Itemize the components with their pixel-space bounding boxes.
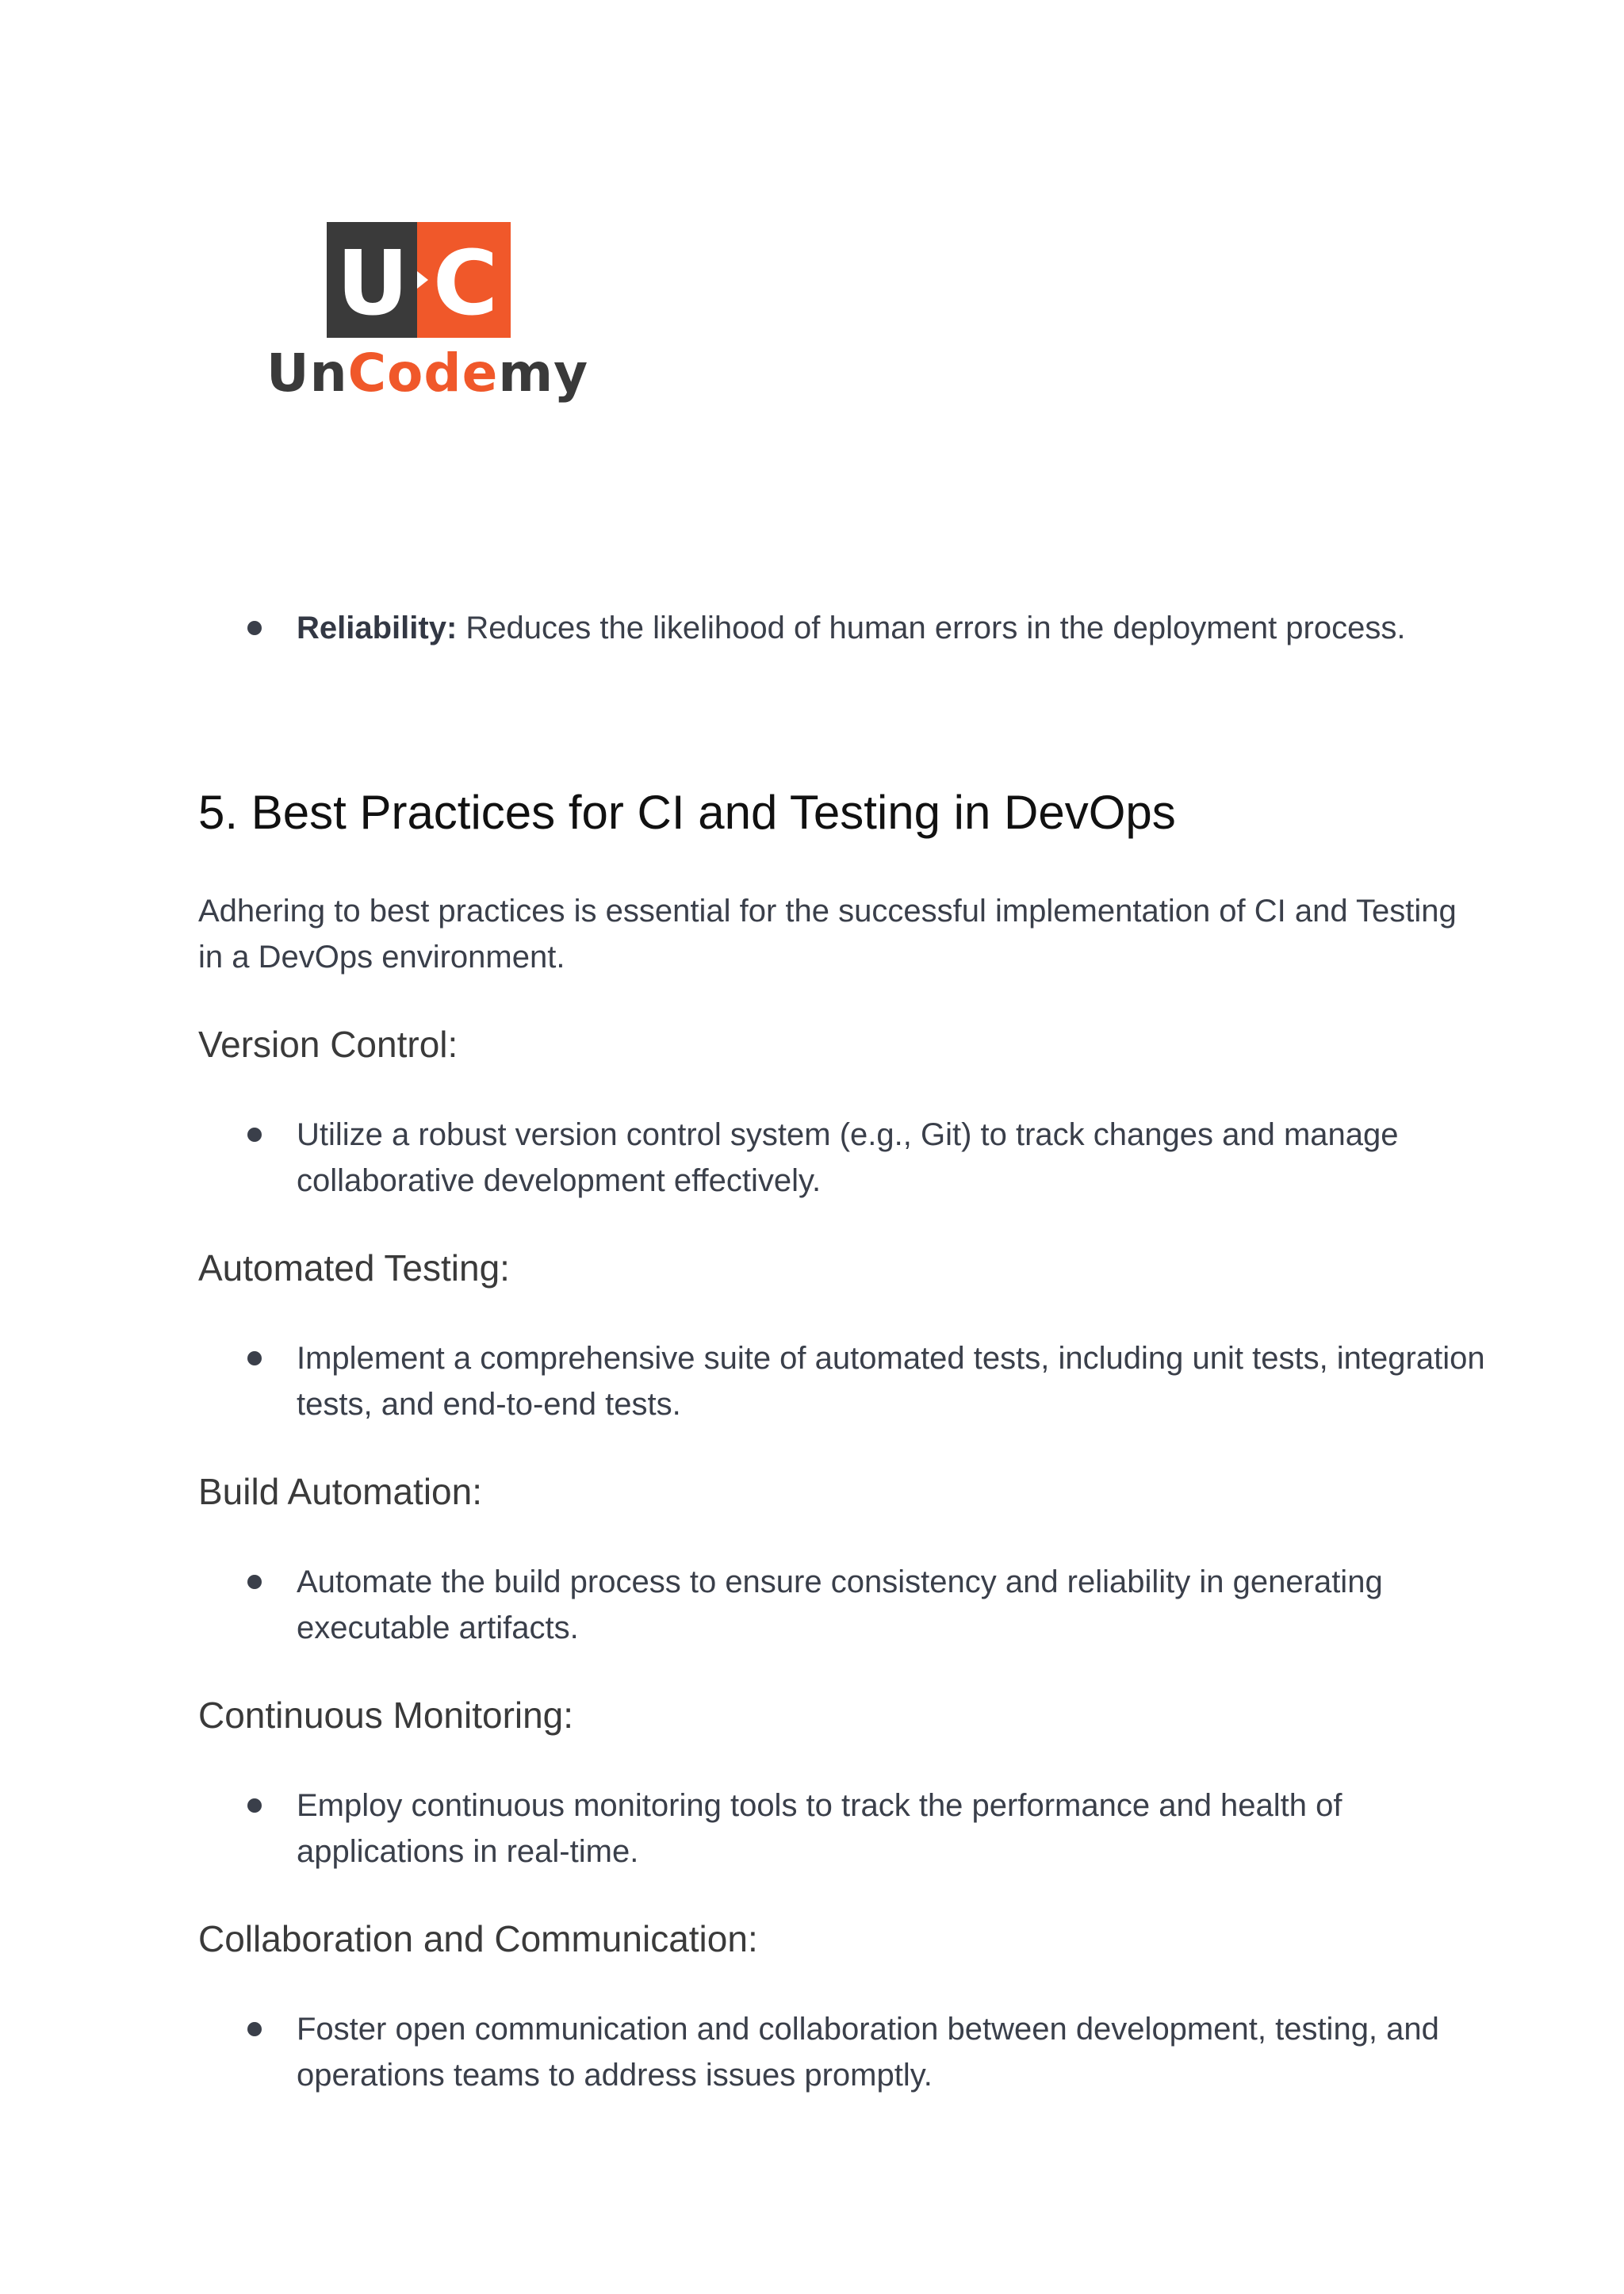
bullet-dot [247, 1351, 262, 1365]
logo-word-part3: my [498, 343, 589, 404]
bullet-continuous-monitoring: Employ continuous monitoring tools to track the performance and health of applications in real-time. [297, 1788, 1342, 1869]
bullet-version-control: Utilize a robust version control system (e.g., Git) to track changes and manage collaborative development effectively. [297, 1117, 1399, 1198]
subsection-title-continuous-monitoring: Continuous Monitoring: [198, 1695, 574, 1736]
subsection-title-build-automation: Build Automation: [198, 1471, 483, 1512]
bullet-collaboration: Foster open communication and collaboration between development, testing, and operations teams to address issues promptly. [297, 2012, 1439, 2093]
bullet-automated-testing: Implement a comprehensive suite of automated tests, including unit tests, integration tests, and end-to-end tests. [297, 1341, 1485, 1422]
subsection-title-version-control: Version Control: [198, 1024, 458, 1065]
subsection-title-block [198, 1919, 1473, 1959]
logo-word-part1: Un [266, 343, 348, 404]
bullet-dot [247, 1575, 262, 1589]
subsection-title-automated-testing: Automated Testing: [198, 1247, 510, 1289]
bullet-dot [247, 1798, 262, 1813]
logo-letter-u: U [336, 232, 409, 335]
section-heading-block [198, 787, 1473, 839]
section-heading: 5. Best Practices for CI and Testing in DevOps [198, 786, 1176, 839]
subsection-title-collaboration: Collaboration and Communication: [198, 1918, 758, 1959]
logo-mark-graphic [327, 222, 511, 338]
section-intro: Adhering to best practices is essential for the successful implementation of CI and Testing in a DevOps environment. [198, 894, 1457, 975]
logo-mark [327, 222, 511, 338]
bullet-dot [247, 621, 262, 635]
section-intro-block [198, 888, 1473, 980]
reliability-bullet [297, 605, 1505, 651]
uncodemy-logo [266, 219, 589, 417]
logo-letter-c: C [432, 232, 499, 335]
bullet-dot [247, 1128, 262, 1142]
subsection-title-block [198, 1695, 1473, 1736]
subsection-title-block [198, 1248, 1473, 1289]
logo-wordmark [266, 343, 589, 404]
bullet-text: Reduces the likelihood of human errors in the deployment process. [457, 611, 1406, 645]
subsection-title-block [198, 1024, 1473, 1065]
bullet-bold-label: Reliability: [297, 611, 458, 645]
bullet-dot [247, 2022, 262, 2036]
bullet-build-automation: Automate the build process to ensure consistency and reliability in generating executable artifacts. [297, 1564, 1383, 1645]
subsection-title-block [198, 1472, 1473, 1512]
logo-word-part2: Code [347, 343, 499, 404]
